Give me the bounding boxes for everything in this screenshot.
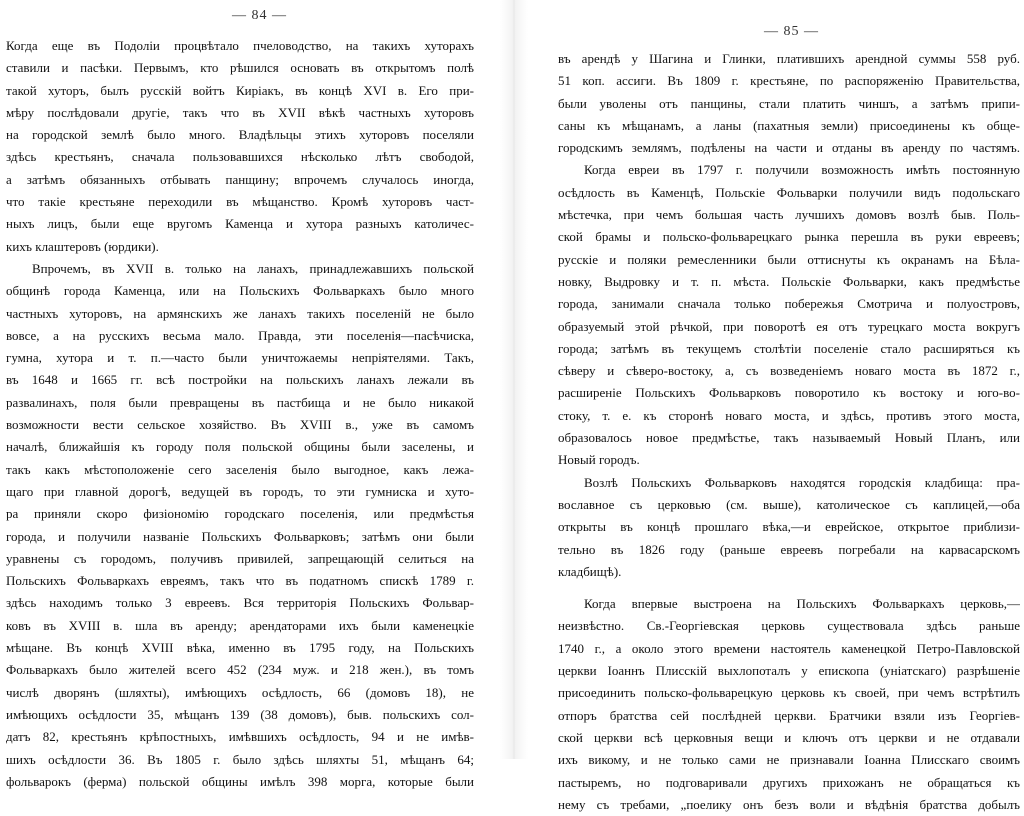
text-line: мѣру послѣдовали другіе, такъ что въ XVII вѣкѣ частныхъ хуторовъ [6, 104, 474, 120]
text-line: ской брамы и польско-фольварецкаго рынка перешла въ руки евреевъ; [558, 229, 1020, 245]
text-line: гумна, хутора и т. п.—часто были уничтожаемы непріятелями. Такъ, [6, 350, 474, 366]
text-line: ра приняли скоро физіономію городскаго поселенія, или предмѣстья [6, 506, 474, 522]
text-line: мѣщане. Въ концѣ XVIII вѣка, именно въ 1795 году, на Польскихъ [6, 640, 474, 656]
text-line: началѣ, ближайшія къ городу поля польской общины были заселены, и [6, 439, 474, 455]
text-line: новку, Выдровку и т. п. мѣста. Польскіе Фольварки, какъ предмѣстье [558, 273, 1020, 289]
text-line: ныхъ лицъ, были еще вругомъ Каменца и хутора разныхъ католичес- [6, 216, 474, 232]
text-line: 51 коп. ассиги. Въ 1809 г. крестьяне, по распоряженію Правительства, [558, 73, 1020, 89]
text-line: такъ какъ мѣстоположеніе сего заселенія было выгодное, какъ лежа- [6, 461, 474, 477]
text-line: вославное съ церковью (см. выше), католическое съ каплицей,—оба [558, 496, 1020, 512]
text-line: возможности вести сельское хозяйство. Въ XVIII в., уже въ самомъ [6, 417, 474, 433]
text-line: саны къ мѣщанамъ, а ланы (пахатныя земли) присоединены къ обще- [558, 117, 1020, 133]
text-line: нему съ требами, „поелику онъ безъ воли и вѣдѣнія братства добылъ [558, 796, 1020, 812]
text-line: здѣсь крестьянъ, сначала пользовавшихся нѣсколько лѣтъ свободой, [6, 149, 474, 165]
text-line: фольварокъ (ферма) польской общины имѣлъ 398 морга, которые были [6, 773, 474, 789]
text-line: Польскихъ Фольваркахъ евреямъ, такъ что въ податномъ спискѣ 1789 г. [6, 573, 474, 589]
text-line: городскимъ землямъ, подѣлены на части и отданы въ аренду по частямъ. [558, 140, 1020, 156]
text-line: Когда впервые выстроена на Польскихъ Фольваркахъ церковь,— [584, 596, 1020, 612]
page-number: — 84 — [232, 8, 287, 23]
text-line: города; затѣмъ въ текущемъ столѣтіи поселеніе стало расширяться къ [558, 340, 1020, 356]
text-line: тельно въ 1826 году (раньше евреевъ погребали на карвасарскомъ [558, 541, 1020, 557]
text-line: отпоръ братства сей послѣдней церкви. Братчики взяли изъ Георгіев- [558, 707, 1020, 723]
text-line: образуемый этой рѣчкой, при поворотѣ ея отъ турецкаго моста вокругъ [558, 318, 1020, 334]
text-line: Когда еще въ Подоліи процвѣтало пчеловодство, на такихъ хуторахъ [6, 38, 474, 53]
text-line: присоединить польско-фольварецкую церковь къ своей, при чемъ встрѣтилъ [558, 685, 1020, 701]
text-line: вовсе, а на русскихъ весьма мало. Правда, эти поселенія—пасѣчиска, [6, 327, 474, 343]
text-line: на городской землѣ было много. Владѣльцы этихъ хуторовъ поселяли [6, 127, 474, 143]
page-number: — 85 — [764, 24, 819, 39]
text-line: мѣстечка, при чемъ большая часть лучшихъ домовъ возлѣ быв. Поль- [558, 207, 1020, 223]
text-line: 1740 г., а около этого времени настоятель каменецкой Петро-Павловской [558, 640, 1020, 656]
text-line: уравнены съ городомъ, получивъ привилей, запрещающій селиться на [6, 550, 474, 566]
text-line: въ арендѣ у Шагина и Глинки, платившихъ арендной суммы 558 руб. [558, 51, 1020, 66]
right-page [512, 0, 1024, 812]
text-line: неизвѣстно. Св.-Георгіевская церковь существовала здѣсь раньше [558, 618, 1020, 634]
text-line: ихъ викому, и не только сами не признавали Іоанна Плисскаго своимъ [558, 752, 1020, 768]
text-line: русскіе и поляки ремесленники были оттиснуты къ окранамъ на Бѣла- [558, 251, 1020, 267]
text-line: датъ 82, крестьянъ крѣпостныхъ, имѣвшихъ осѣдлость, 94 и не имѣв- [6, 729, 474, 745]
text-line: развалинахъ, поля были превращены въ пастбища и не было никакой [6, 394, 474, 410]
text-line: числѣ дворянъ (шляхты), имѣющихъ осѣдлость, 66 (домовъ 18), не [6, 684, 474, 700]
text-line: имѣющихъ осѣдлости 35, мѣщанъ 139 (38 домовъ), быв. польскихъ сол- [6, 706, 474, 722]
text-line: стоку, т. е. къ сторонѣ новаго моста, и здѣсь, противъ этого моста, [558, 407, 1020, 423]
text-line: осѣдлость въ Каменцѣ, Польскіе Фольварки получили видъ подольскаго [558, 184, 1020, 200]
text-line: Фольваркахъ было жителей всего 452 (234 муж. и 218 жен.), въ томъ [6, 662, 474, 678]
page-text [558, 48, 1020, 816]
text-line: частныхъ хуторовъ, на армянскихъ же ланахъ такихъ поселеній не было [6, 305, 474, 321]
text-line: расширеніе Польскихъ Фольварковъ поворотило къ востоку и юго-во- [558, 385, 1020, 401]
text-line: шихъ осѣдлости 36. Въ 1805 г. было здѣсь шляхты 51, мѣщанъ 64; [6, 751, 474, 767]
text-line: церкви Іоаннъ Плисскій выхлопоталъ у епископа (уніатскаго) разрѣшеніе [558, 663, 1020, 679]
text-line: ской церкви всѣ церковныя вещи и ключъ отъ церкви и не отдавали [558, 729, 1020, 745]
text-line: открыты въ концѣ прошлаго вѣка,—и еврейское, открытое приблизи- [558, 519, 1020, 535]
text-line: а затѣмъ обязанныхъ отбывать панщину; впрочемъ случалось иногда, [6, 171, 474, 187]
paragraph-gap [558, 583, 1020, 593]
page-text [6, 35, 474, 793]
text-line: что такіе крестьяне переходили въ мѣщанство. Кромѣ хуторовъ част- [6, 194, 474, 210]
text-line: Впрочемъ, въ XVII в. только на ланахъ, принадлежавшихъ польской [32, 260, 474, 276]
text-line: Новый городъ. [558, 452, 640, 468]
text-line: ковъ въ XVIII в. шла въ аренду; арендаторами ихъ были каменецкіе [6, 617, 474, 633]
text-line: Возлѣ Польскихъ Фольварковъ находятся городскія кладбища: пра- [584, 474, 1020, 490]
text-line: города, занимали сначала только побережья Смотрича и полуостровъ, [558, 296, 1020, 312]
text-line: пастыремъ, но подговаривали другихъ прихожанъ не обращаться къ [558, 774, 1020, 790]
text-line: здѣсь находимъ только 3 евреевъ. Вся территорія Польскихъ Фольвар- [6, 595, 474, 611]
text-line: Когда евреи въ 1797 г. получили возможность имѣть постоянную [584, 162, 1020, 178]
text-line: были уволены отъ панщины, стали платить чиншъ, а затѣмъ припи- [558, 95, 1020, 111]
text-line: сѣверу и сѣверо-востоку, а, съ возведеніемъ новаго моста въ 1872 г., [558, 363, 1020, 379]
text-line: образовалось новое предмѣстье, такъ называемый Новый Планъ, или [558, 430, 1020, 446]
left-page [0, 0, 512, 789]
text-line: города, и получили названіе Польскихъ Фольварковъ; затѣмъ они были [6, 528, 474, 544]
text-line: такой хуторъ, былъ русскій войтъ Киріакъ, въ концѣ XVI в. Его при- [6, 82, 474, 98]
text-line: кихъ клаштеровъ (юрдики). [6, 238, 159, 254]
text-line: щаго при главной дорогѣ, ведущей въ городъ, то эти гумниска и хуто- [6, 483, 474, 499]
text-line: ставили и пасѣки. Первымъ, кто рѣшился основать въ открытомъ полѣ [6, 60, 474, 76]
text-line: общинѣ города Каменца, или на Польскихъ Фольваркахъ было много [6, 283, 474, 299]
text-line: кладбищѣ). [558, 563, 622, 579]
text-line: въ 1648 и 1665 гг. всѣ постройки на польскихъ ланахъ лежали въ [6, 372, 474, 388]
